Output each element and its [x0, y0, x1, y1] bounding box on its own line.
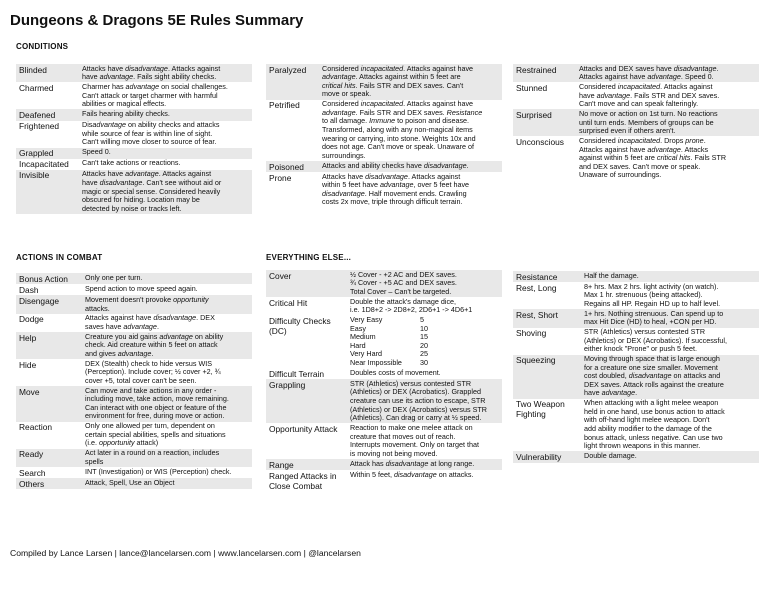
description	[579, 110, 759, 136]
rule-row	[513, 282, 759, 309]
rule-row	[16, 148, 252, 159]
term: Invisible	[19, 170, 50, 181]
conditions-col-3	[513, 64, 759, 180]
description-line: have advantage.	[584, 389, 638, 398]
description-line: including move, take action, move remaining.	[85, 395, 229, 404]
description-line: i.e. 1D8+2 -> 2D8+2, 2D6+1 -> 4D6+1	[350, 306, 473, 315]
description-line: environment for free, during move or action.	[85, 412, 225, 421]
description	[85, 387, 252, 421]
conditions-col-2	[266, 64, 502, 208]
term: Search	[19, 467, 46, 478]
rule-row	[513, 309, 759, 327]
rule-row	[266, 368, 502, 379]
description-line: held in one hand, use bonus action to attack	[584, 407, 725, 416]
term: Rest, Short	[516, 309, 558, 320]
description-line: INT (Investigation) or WIS (Perception) check.	[85, 467, 232, 476]
rule-row	[16, 332, 252, 359]
description-line: (Athletics) or DEX (Acrobatics). If successful,	[584, 336, 727, 345]
description-line: DEX (Stealth) check to hide versus WIS	[85, 359, 213, 368]
term: Reaction	[19, 422, 53, 433]
description-line: Attacks and DEX saves have disadvantage.	[579, 64, 719, 73]
description-line: magic or special sense. Considered heavily	[82, 187, 221, 196]
description	[85, 314, 252, 331]
term: Dash	[19, 284, 39, 295]
term: Stunned	[516, 82, 548, 93]
term: Bonus Action	[19, 273, 68, 284]
description-line: bonus attack, unless negative. Can use two	[584, 433, 723, 442]
description-line: within 5 feet have advantage, over 5 feet have	[322, 181, 470, 190]
description	[82, 110, 252, 120]
actions-col	[16, 273, 252, 489]
rule-row	[16, 284, 252, 295]
description-line: Interrupts movement. Only on target that	[350, 441, 480, 450]
description-line: Can interact with one object or feature of the	[85, 403, 227, 412]
description	[584, 399, 759, 451]
dc-value: 20	[420, 340, 428, 350]
description	[350, 424, 502, 458]
rule-row	[266, 100, 502, 161]
description	[85, 479, 252, 489]
rule-row	[16, 64, 252, 82]
description-line: Regains all HP. Regain HD up to half level.	[584, 299, 721, 308]
rule-row	[16, 386, 252, 422]
description	[584, 272, 759, 282]
description-line: (Athletics) or DEX (Acrobatics) versus STR	[350, 405, 487, 414]
description	[82, 121, 252, 147]
term: Squeezing	[516, 355, 556, 366]
description-line: attacks.	[85, 304, 110, 313]
description-line: Can move and take actions in any order -	[85, 386, 217, 395]
description	[350, 380, 502, 423]
description-line: to all damage. Immune to poison and disease.	[322, 117, 470, 126]
description	[350, 298, 502, 315]
term: Difficulty Checks (DC)	[269, 315, 331, 336]
description	[584, 355, 759, 398]
description	[322, 162, 502, 172]
description-line: Double damage.	[584, 452, 637, 460]
description-line: STR (Athletics) versus contested STR	[584, 328, 706, 337]
term: Ready	[19, 449, 44, 460]
rule-row	[513, 82, 759, 109]
description-line: until turn ends. Members of groups can be	[579, 118, 714, 127]
description-line: (Perception). Include cover; ½ cover +2, ¾	[85, 368, 221, 377]
description-line: while source of fear is within line of sight.	[82, 129, 213, 138]
term: Range	[269, 459, 294, 470]
everything-else-heading: EVERYTHING ELSE...	[266, 253, 352, 262]
description-line: ¾ Cover - +5 AC and DEX saves.	[350, 279, 457, 288]
description-line: certain special abilities, spells and situations	[85, 430, 226, 439]
rule-row	[16, 170, 252, 214]
dc-row	[266, 315, 502, 368]
rule-row	[16, 109, 252, 120]
rule-row	[513, 109, 759, 136]
rule-row	[266, 270, 502, 297]
description-line: Attack has disadvantage at long range.	[350, 459, 475, 468]
rule-row	[266, 64, 502, 100]
term: Dodge	[19, 314, 44, 325]
description-line: either knock "Prone" or push 5 feet.	[584, 345, 697, 354]
description-line: have advantage. Fails sight ability checks.	[82, 73, 217, 82]
description-line: Attacks have disadvantage. Attacks against	[82, 64, 221, 73]
rule-row	[16, 121, 252, 148]
description	[584, 328, 759, 354]
description-line: critical hits. Fails STR and DEX saves. Can't	[322, 81, 464, 90]
rule-row	[266, 172, 502, 208]
description-line: against within 5 feet are critical hits. Fails STR	[579, 154, 727, 163]
description	[85, 274, 252, 284]
rule-row	[266, 459, 502, 470]
description	[584, 452, 759, 462]
dc-label: Hard	[350, 340, 366, 350]
rule-row	[513, 271, 759, 282]
rule-row	[16, 359, 252, 386]
description-line: abilities or magical effects.	[82, 100, 167, 109]
term: Surprised	[516, 109, 552, 120]
description-line: Total Cover – Can't be targeted.	[350, 287, 452, 296]
everything-col-2	[513, 271, 759, 463]
description	[85, 296, 252, 313]
description-line: saves have advantage.	[85, 322, 159, 331]
description	[322, 100, 502, 160]
dc-label: Easy	[350, 323, 366, 333]
footer-credits: Compiled by Lance Larsen | lance@lancelarsen.com | www.lancelarsen.com | @lancelarsen	[10, 548, 361, 558]
description	[579, 65, 759, 82]
description-line: obscured for hiding. Location may be	[82, 196, 200, 205]
term: Grappled	[19, 148, 54, 159]
description-line: move or speak.	[322, 90, 372, 99]
description-line: Max 1 hr. strenuous (being attacked).	[584, 291, 703, 300]
description-line: max Hit Dice (HD) to heal, +CON per HD.	[584, 318, 717, 327]
description-line: Doubles costs of movement.	[350, 368, 441, 377]
description-line: ½ Cover - +2 AC and DEX saves.	[350, 270, 457, 279]
description	[85, 422, 252, 448]
description	[85, 449, 252, 466]
term: Help	[19, 332, 37, 343]
term: Paralyzed	[269, 64, 307, 75]
rule-row	[16, 449, 252, 467]
description-line: Transformed, along with any non-magical items	[322, 125, 473, 134]
rule-row	[266, 423, 502, 459]
description-line: When attacking with a light melee weapon	[584, 399, 719, 408]
description-line: Reaction to make one melee attack on	[350, 424, 473, 433]
description-line: 1+ hrs. Nothing strenuous. Can spend up to	[584, 309, 724, 318]
description	[82, 170, 252, 213]
description	[82, 159, 252, 169]
term: Move	[19, 386, 40, 397]
description-line: Considered incapacitated. Drops prone.	[579, 136, 706, 145]
description-line: surroundings.	[322, 151, 366, 160]
description-line: with off-hand light melee weapon. Don't	[584, 416, 710, 425]
rule-row	[16, 159, 252, 170]
dc-label: Very Hard	[350, 349, 382, 359]
dc-value: 25	[420, 349, 428, 359]
description	[322, 65, 502, 99]
description-line: Attacks and ability checks have disadvantage.	[322, 161, 469, 170]
term: Cover	[269, 270, 292, 281]
description-line: Spend action to move speed again.	[85, 284, 198, 293]
description-line: (Athletics). Can drag or carry at ½ speed.	[350, 414, 482, 423]
description-line: spells	[85, 457, 104, 466]
term: Vulnerability	[516, 452, 562, 462]
term: Difficult Terrain	[269, 368, 325, 379]
conditions-heading: CONDITIONS	[16, 42, 69, 51]
description-line: cover +5, total cover can't be seen.	[85, 376, 197, 385]
rule-row	[513, 64, 759, 82]
dc-value: 30	[420, 357, 428, 367]
description	[85, 333, 252, 359]
description	[579, 83, 759, 109]
actions-heading: ACTIONS IN COMBAT	[16, 253, 103, 262]
everything-col-1	[266, 270, 502, 491]
rule-row	[16, 295, 252, 313]
description-line: Only one per turn.	[85, 273, 143, 282]
description-line: Act later in a round on a reaction, includes	[85, 449, 220, 458]
dc-label: Medium	[350, 332, 376, 342]
term: Shoving	[516, 328, 547, 339]
description-line: Disadvantage on ability checks and attacks	[82, 121, 220, 130]
description-line: Can't willing move closer to source of fear.	[82, 138, 217, 147]
term: Hide	[19, 359, 37, 370]
description-line: No move or action on 1st turn. No reactions	[579, 109, 718, 118]
description-line: Unaware of surroundings.	[579, 171, 662, 180]
description-line: add ability modifier to the damage of the	[584, 425, 712, 434]
dc-label: Very Easy	[350, 314, 383, 324]
description-line: detected by noise or tracks left.	[82, 204, 182, 213]
rule-row	[16, 478, 252, 489]
term: Prone	[269, 172, 292, 183]
term: Frightened	[19, 121, 60, 132]
description-line: and DEX saves. Can't move or speak.	[579, 162, 701, 171]
term: Incapacitated	[19, 159, 69, 170]
rule-row	[16, 82, 252, 109]
rule-row	[513, 136, 759, 180]
description-line: have advantage. Fails STR and DEX saves.	[579, 91, 720, 100]
description-line: Attacks against have advantage. Speed 0.	[579, 73, 714, 82]
term: Deafened	[19, 109, 56, 120]
description-line: Attacks against have disadvantage. DEX	[85, 314, 215, 323]
description	[85, 360, 252, 386]
description-line: surprised even if others aren't.	[579, 127, 676, 136]
dc-value: 5	[420, 314, 424, 324]
description	[584, 283, 759, 309]
description-line: Moving through space that is large enough	[584, 355, 720, 364]
description	[584, 310, 759, 327]
rule-row	[266, 470, 502, 491]
rule-row	[16, 467, 252, 478]
term: Two Weapon Fighting	[516, 399, 565, 420]
conditions-col-1	[16, 64, 252, 214]
description-line: Charmer has advantage on social challenges.	[82, 82, 228, 91]
description-line: Speed 0.	[82, 148, 111, 157]
description-line: Attacks have disadvantage. Attacks against	[322, 172, 461, 181]
rule-row	[16, 422, 252, 449]
description-line: Double the attack's damage dice,	[350, 297, 457, 306]
description	[350, 471, 502, 491]
description-line: Attacks against have advantage. Attacks	[579, 145, 709, 154]
description-line: (Athletics) or DEX (Acrobatics). Grappled	[350, 388, 482, 397]
description-line: Can't move and can speak falteringly.	[579, 100, 699, 109]
term: Ranged Attacks in Close Combat	[269, 470, 337, 491]
description	[350, 271, 502, 297]
dc-label: Near Impossible	[350, 357, 402, 367]
description	[350, 369, 502, 379]
term: Others	[19, 478, 45, 489]
term: Unconscious	[516, 136, 564, 147]
dc-table	[350, 316, 502, 368]
description-line: creature that moves out of reach.	[350, 432, 456, 441]
dc-value: 15	[420, 332, 428, 342]
rule-row	[513, 355, 759, 399]
description	[579, 137, 759, 180]
rule-row	[16, 314, 252, 332]
term: Blinded	[19, 64, 47, 75]
description-line: Can't take actions or reactions.	[82, 159, 181, 168]
description-line: costs 2x move, triple through difficult terrain.	[322, 198, 463, 207]
rule-row	[513, 399, 759, 452]
term: Opportunity Attack	[269, 424, 338, 435]
description-line: disadvantage. Half movement ends. Crawling	[322, 189, 467, 198]
term: Disengage	[19, 295, 60, 306]
description-line: light thrown weapons in this manner.	[584, 442, 701, 451]
term: Petrified	[269, 100, 300, 111]
term: Grappling	[269, 379, 306, 390]
description-line: for a creature one size smaller. Movement	[584, 363, 718, 372]
rule-row	[513, 328, 759, 355]
description-line: Considered incapacitated. Attacks against have	[322, 64, 474, 73]
description-line: wearing or carrying, into stone. Weights 10x and	[322, 134, 476, 143]
rule-row	[266, 161, 502, 172]
description-line: advantage. Attacks against within 5 feet are	[322, 73, 461, 82]
rule-row	[16, 273, 252, 284]
description-line: (i.e. opportunity attack)	[85, 439, 159, 448]
term: Restrained	[516, 64, 557, 75]
description-line: Considered incapacitated. Attacks against have	[322, 100, 474, 109]
description	[82, 65, 252, 82]
description-line: Can't attack or target charmer with harmful	[82, 91, 218, 100]
description-line: Considered incapacitated. Attacks against	[579, 82, 713, 91]
description-line: DEX saves. Attack rolls against the creature	[584, 380, 724, 389]
term: Rest, Long	[516, 282, 557, 293]
description-line: and gives advantage.	[85, 349, 154, 358]
description	[322, 173, 502, 207]
description-line: advantage. Fails STR and DEX saves. Resistance	[322, 108, 483, 117]
description	[85, 468, 252, 478]
description-line: Attack, Spell, Use an Object	[85, 478, 175, 487]
rule-row	[266, 379, 502, 423]
rule-row	[513, 451, 759, 462]
page-title: Dungeons & Dragons 5E Rules Summary	[10, 12, 304, 29]
dc-value: 10	[420, 323, 428, 333]
description-line: Attacks have advantage. Attacks against	[82, 170, 212, 179]
description-line: Within 5 feet, disadvantage on attacks.	[350, 470, 474, 479]
description-line: Only one allowed per turn, dependent on	[85, 422, 215, 431]
description-line: check. Aid creature within 5 feet on attack	[85, 341, 218, 350]
description-line: does not age. Can't move or speak. Unaware of	[322, 143, 474, 152]
description-line: have disadvantage. Can't see without aid or	[82, 179, 222, 188]
description-line: Half the damage.	[584, 271, 639, 280]
rule-row	[266, 297, 502, 315]
description-line: Fails hearing ability checks.	[82, 109, 170, 118]
description-line: Movement doesn't provoke opportunity	[85, 295, 209, 304]
description-line: 8+ hrs. Max 2 hrs. light activity (on watch).	[584, 282, 719, 291]
term: Resistance	[516, 271, 558, 282]
description-line: STR (Athletics) versus contested STR	[350, 379, 472, 388]
description	[82, 83, 252, 109]
term: Charmed	[19, 82, 54, 93]
description	[350, 460, 502, 470]
description	[82, 148, 252, 158]
description-line: Creature you aid gains advantage on ability	[85, 332, 224, 341]
term: Critical Hit	[269, 297, 308, 308]
description-line: creature can use its action to escape, STR	[350, 397, 486, 406]
description-line: cost doubled, disadvantage on attacks and	[584, 372, 721, 381]
description-line: is moving not being moved.	[350, 449, 438, 458]
description	[85, 285, 252, 295]
term: Poisoned	[269, 161, 304, 172]
